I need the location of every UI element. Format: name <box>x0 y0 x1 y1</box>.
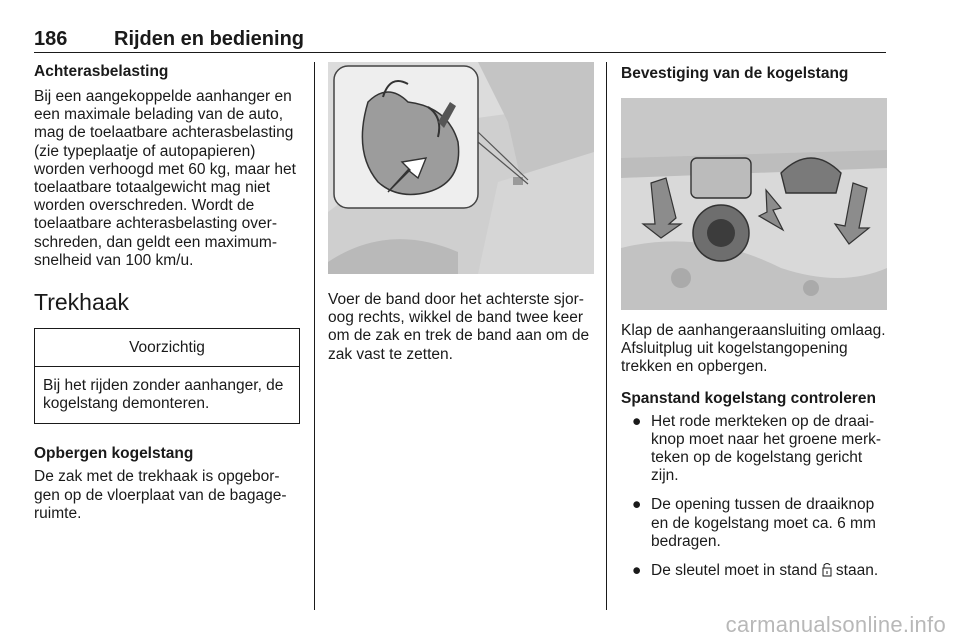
towbar-socket-illustration <box>621 98 887 310</box>
rear-axle-load-text: Bij een aangekoppelde aanhanger en een maximale belading van de auto, mag de toelaatbare achterasbelasting (zie typeplaatje of autopapieren) worden verhoogd met 60 kg, maar het toelaatbare totaalgewicht mag niet worden overschreden. Wordt de toelaatbare achterasbelasting overschreden, dan geldt een maximumsnelheid van 100 km/u. <box>34 88 296 269</box>
caution-text: Bij het rijden zonder aanhanger, de kogelstang demonteren. <box>43 377 284 413</box>
check-list <box>621 413 887 581</box>
page-header <box>34 26 886 53</box>
watermark: carmanualsonline.info <box>725 612 946 637</box>
caution-box <box>34 328 300 424</box>
section-title: Trekhaak <box>34 289 130 316</box>
cargo-bag-illustration <box>328 62 594 274</box>
column-left <box>34 62 300 523</box>
cargo-area-illustration <box>328 62 594 274</box>
storage-heading: Opbergen kogelstang <box>34 445 194 463</box>
column-divider-1 <box>314 62 315 610</box>
page-number: 186 <box>34 28 68 50</box>
storage-text: De zak met de trekhaak is opgeborgen op de vloerplaat van de bagageruimte. <box>34 468 287 522</box>
towbar-mount-illustration <box>621 98 887 310</box>
column-divider-2 <box>606 62 607 610</box>
rear-axle-load-heading: Achterasbelasting <box>34 63 169 80</box>
list-item: ● De sleutel moet in stand staan. <box>632 562 879 580</box>
check-heading: Spanstand kogelstang controleren <box>621 389 876 407</box>
caution-title: Voorzichtig <box>35 329 299 367</box>
column-right <box>621 62 887 591</box>
strap-instruction-text: Voer de band door het achterste sjoroog rechts, wikkel de band twee keer om de zak en trek de band aan om de zak vast te zetten. <box>328 291 590 363</box>
unlock-key-position-icon <box>822 562 832 577</box>
mounting-heading: Bevestiging van de kogelstang <box>621 65 849 82</box>
column-middle <box>328 62 594 364</box>
list-item: ● Het rode merkteken op de draaiknop moet naar het groene merkteken op de kogelstang gericht zijn. <box>632 412 882 485</box>
running-title: Rijden en bediening <box>114 28 305 50</box>
mounting-text: Klap de aanhangeraansluiting omlaag. Afsluitplug uit kogelstangopening trekken en opbergen. <box>621 322 886 376</box>
list-item: ● De opening tussen de draaiknop en de kogelstang moet ca. 6 mm bedragen. <box>632 496 876 550</box>
